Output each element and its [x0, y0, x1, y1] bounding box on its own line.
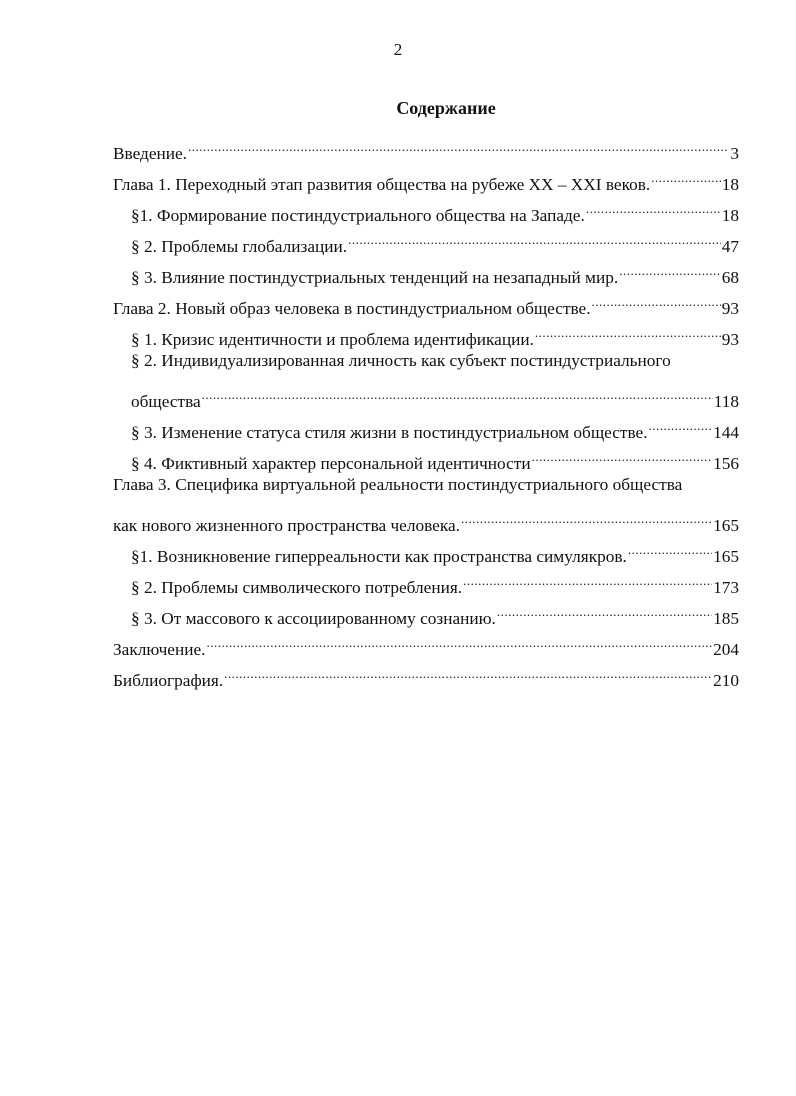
toc-entry-page: 18: [721, 175, 739, 194]
dot-leader: [628, 531, 712, 562]
toc-entry-label: Глава 2. Новый образ человека в постиндустриальном обществе.: [113, 299, 591, 318]
dot-leader: [206, 624, 712, 655]
toc-entry-label: Библиография.: [113, 671, 224, 690]
dot-leader: [224, 655, 712, 686]
dot-leader: [202, 376, 713, 407]
toc-title: Содержание: [396, 98, 496, 118]
toc-entry-page: 185: [713, 609, 739, 628]
toc-entry-page: 144: [713, 423, 739, 442]
dot-leader: [461, 500, 712, 531]
toc-entry-label: как нового жизненного пространства человека.: [113, 516, 460, 535]
toc-entry-label: Глава 3. Специфика виртуальной реальности постиндустриального общества: [113, 475, 683, 494]
dot-leader: [497, 593, 712, 624]
toc-entry-page: 173: [713, 578, 739, 597]
toc-entry-label: § 2. Индивидуализированная личность как субъект постиндустриального: [131, 351, 671, 370]
dot-leader: [463, 562, 712, 593]
toc-entry-label: § 1. Кризис идентичности и проблема идентификации.: [131, 330, 534, 349]
toc-entry-page: 93: [721, 330, 739, 349]
toc-entry-label: § 4. Фиктивный характер персональной идентичности: [131, 454, 531, 473]
toc-entry-page: 156: [713, 454, 739, 473]
toc-entry-label: Глава 1. Переходный этап развития общества на рубеже XX – XXI веков.: [113, 175, 651, 194]
toc-entry-chapter-1[interactable]: [113, 159, 739, 194]
dot-leader: [649, 407, 713, 438]
toc-entry-chapter-3-line-2[interactable]: [113, 500, 739, 535]
table-of-contents: [113, 128, 739, 690]
toc-entry-conclusion[interactable]: [113, 624, 739, 659]
toc-entry-page: 47: [721, 237, 739, 256]
toc-entry-section-2-2-line-2[interactable]: [113, 376, 739, 411]
toc-entry-label: § 3. Изменение статуса стиля жизни в постиндустриальном обществе.: [131, 423, 648, 442]
toc-entry-page: 93: [721, 299, 739, 318]
toc-entry-page: 3: [730, 144, 739, 163]
toc-entry-introduction[interactable]: [113, 128, 739, 163]
toc-entry-page: 210: [713, 671, 739, 690]
toc-entry-label: § 2. Проблемы глобализации.: [131, 237, 348, 256]
toc-entry-label: § 2. Проблемы символического потребления.: [131, 578, 463, 597]
toc-entry-page: 68: [721, 268, 739, 287]
toc-entry-label: § 3. Влияние постиндустриальных тенденций на незападный мир.: [131, 268, 619, 287]
dot-leader: [586, 190, 721, 221]
toc-entry-page: 118: [713, 392, 739, 411]
toc-entry-section-2-2-line-1[interactable]: [113, 345, 739, 376]
dot-leader: [348, 221, 721, 252]
toc-entry-page: 18: [721, 206, 739, 225]
dot-leader: [532, 438, 712, 469]
dot-leader: [535, 314, 721, 345]
toc-entry-section-2-3[interactable]: [113, 407, 739, 442]
toc-entry-bibliography[interactable]: [113, 655, 739, 690]
dot-leader: [592, 283, 721, 314]
toc-entry-label: Введение.: [113, 144, 187, 163]
toc-entry-page: 165: [713, 547, 739, 566]
toc-entry-label: §1. Возникновение гиперреальности как пространства симулякров.: [131, 547, 627, 566]
toc-entry-chapter-3-line-1[interactable]: [113, 469, 739, 500]
toc-entry-label: §1. Формирование постиндустриального общества на Западе.: [131, 206, 585, 225]
dot-leader: [651, 159, 721, 190]
toc-entry-label: общества: [131, 392, 201, 411]
dot-leader: [188, 128, 729, 159]
dot-leader: [619, 252, 721, 283]
toc-entry-page: 204: [713, 640, 739, 659]
toc-entry-page: 165: [713, 516, 739, 535]
page-number: 2: [393, 40, 403, 59]
toc-entry-label: § 3. От массового к ассоциированному сознанию.: [131, 609, 496, 628]
toc-entry-label: Заключение.: [113, 640, 206, 659]
